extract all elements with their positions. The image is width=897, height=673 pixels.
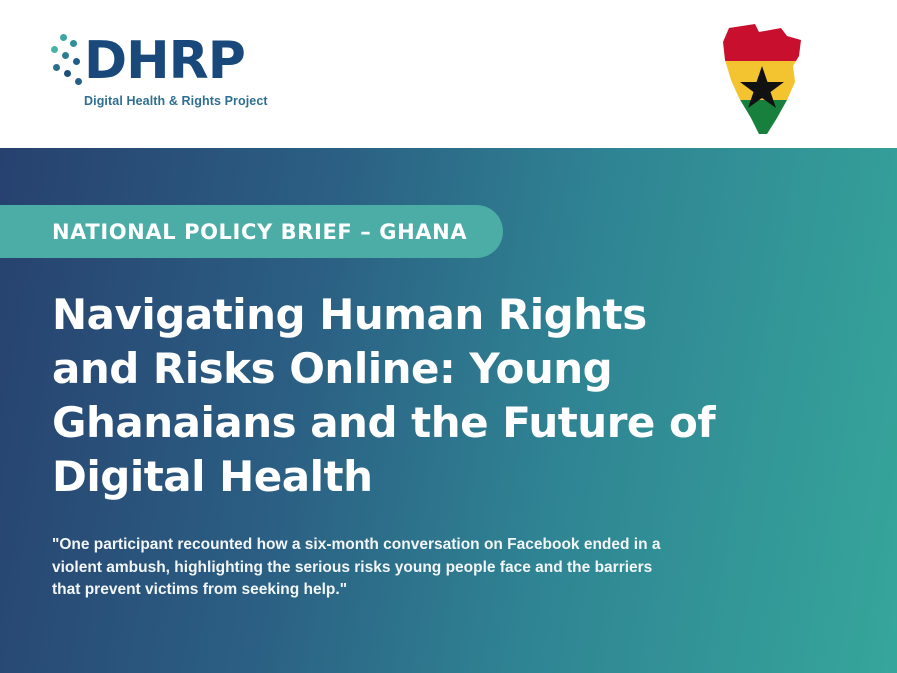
logo-wordmark-row: [48, 31, 388, 91]
logo-tagline: Digital Health & Rights Project: [84, 94, 268, 108]
header-band: [0, 0, 897, 148]
hero-section: [0, 148, 897, 673]
ghana-flag-map-icon: [715, 22, 811, 138]
page-title: Navigating Human Rights and Risks Online: Young Ghanaians and the Future of Digital Health: [52, 290, 716, 501]
dhrp-logo: [48, 31, 388, 108]
brief-eyebrow-pill: [0, 205, 503, 258]
dot-cluster-icon: [48, 34, 82, 88]
logo-wordmark: DHRP: [84, 31, 245, 91]
hero-pull-quote: "One participant recounted how a six-month conversation on Facebook ended in a violent ambush, highlighting the serious risks young people face and the barriers that prevent victims from seeking help.": [52, 536, 661, 598]
brief-eyebrow-label: NATIONAL POLICY BRIEF – GHANA: [52, 219, 468, 244]
